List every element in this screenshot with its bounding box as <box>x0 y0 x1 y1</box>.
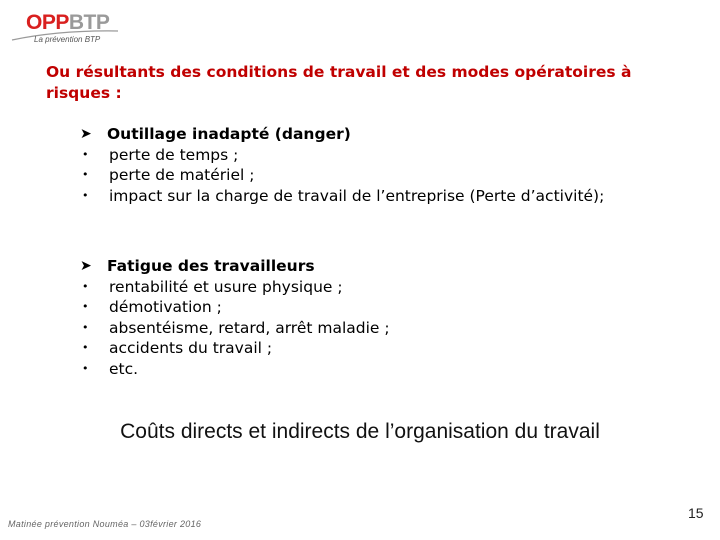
bullet-icon: • <box>82 188 89 202</box>
list-item: • démotivation ; <box>82 298 222 316</box>
arrow-bullet-icon: ➤ <box>80 258 92 274</box>
list-item: • accidents du travail ; <box>82 339 273 357</box>
logo-tagline: La prévention BTP <box>34 35 101 44</box>
heading-text: Fatigue des travailleurs <box>107 257 315 275</box>
arrow-bullet-icon: ➤ <box>80 126 92 142</box>
list-item: • perte de matériel ; <box>82 166 255 184</box>
bullet-icon: • <box>82 361 89 375</box>
list-item: • impact sur la charge de travail de l’entreprise (Perte d’activité); <box>82 186 605 205</box>
bullet-icon: • <box>82 168 89 181</box>
section-outillage <box>80 124 660 206</box>
footer-text: Matinée prévention Nouméa – 03février 2016 <box>8 519 202 529</box>
bullet-icon: • <box>82 279 89 293</box>
heading-text: Outillage inadapté (danger) <box>107 125 351 143</box>
intro-text: Ou résultants des conditions de travail et des modes opératoires à risques : <box>46 63 632 102</box>
bullet-icon: • <box>82 147 89 161</box>
logo-wordmark: OPPBTP <box>26 11 110 34</box>
conclusion-text: Coûts directs et indirects de l’organisation du travail <box>120 420 600 443</box>
opp-btp-logo <box>10 8 120 42</box>
list-item: • perte de temps ; <box>82 145 239 164</box>
page-number: 15 <box>688 505 704 521</box>
section-heading <box>80 256 660 277</box>
bullet-icon: • <box>82 300 89 313</box>
section-fatigue <box>80 256 660 379</box>
bullet-icon: • <box>82 341 89 354</box>
bullet-icon: • <box>82 320 89 334</box>
section-heading <box>80 124 660 145</box>
list-item: • etc. <box>82 359 139 378</box>
list-item: • rentabilité et usure physique ; <box>82 277 343 296</box>
list-item: • absentéisme, retard, arrêt maladie ; <box>82 318 390 337</box>
